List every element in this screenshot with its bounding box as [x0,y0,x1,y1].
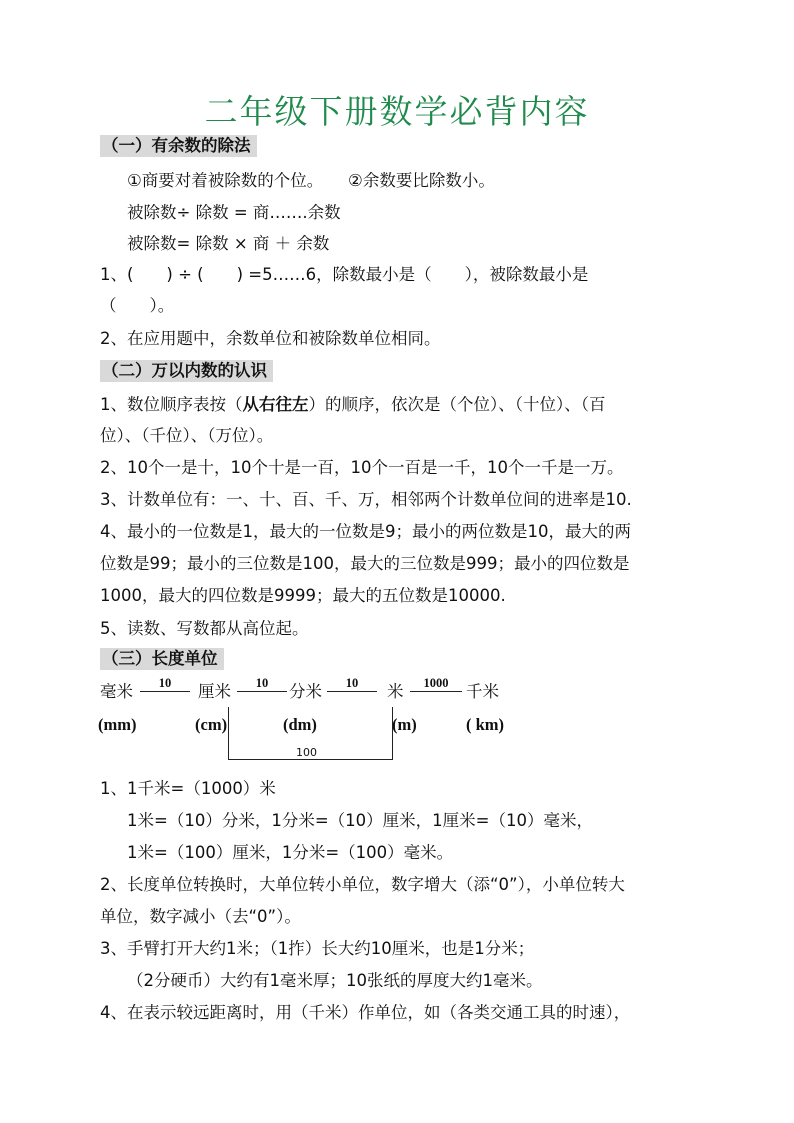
bracket-label: 100 [296,746,317,759]
text-fragment: 1、数位顺序表按（ [100,395,243,414]
unit-abbr-cm: (cm) [195,715,228,734]
text-line: 1米=（10）分米，1分米=（10）厘米，1厘米=（10）毫米， [127,811,593,830]
text-fragment: ）的顺序，依次是（个位）、（十位）、（百 [308,395,606,414]
text-line: 被除数= 除数 × 商 ＋ 余数 [127,234,330,253]
unit-m: 米 [387,682,404,701]
unit-cm: 厘米 [198,682,231,701]
text-line: 2、10个一是十，10个十是一百，10个一百是一千，10个一千是一万。 [100,458,624,477]
text-line: 被除数÷ 除数 = 商…….余数 [127,203,341,222]
ratio-label: 10 [255,676,269,690]
text-line: 位数是99；最小的三位数是100，最大的三位数是999；最小的四位数是 [100,554,630,573]
ratio-label: 10 [158,676,172,690]
text-line: 单位，数字减小（去“0”）。 [100,907,301,926]
ratio-line [140,691,190,692]
ratio-line [327,691,377,692]
unit-mm: 毫米 [100,682,133,701]
section-heading-numbers: （二）万以内数的认识 [100,360,273,382]
ratio-label: 10 [345,676,359,690]
text-line: 4、最小的一位数是1，最大的一位数是9；最小的两位数是10，最大的两 [100,522,631,541]
text-line: （ ）。 [100,296,175,315]
ratio-line [237,691,287,692]
text-line: 1、1千米=（1000）米 [100,779,276,798]
text-line: （2分硬币）大约有1毫米厚；10张纸的厚度大约1毫米。 [127,971,543,990]
bracket-right-arm [392,707,393,759]
text-line: 1、( ) ÷ ( ) =5……6，除数最小是（ ），被除数最小是 [100,265,589,284]
unit-abbr-m: (m) [392,715,417,734]
text-line [100,394,606,416]
unit-dm: 分米 [289,682,322,701]
page-title: 二年级下册数学必背内容 [204,92,590,131]
section-heading-division: （一）有余数的除法 [100,135,257,157]
text-line: 2、长度单位转换时，大单位转小单位，数字增大（添“0”），小单位转大 [100,875,625,894]
text-line: 4、在表示较远距离时，用（千米）作单位，如（各类交通工具的时速）， [100,1003,631,1022]
text-line: 位）、（千位）、（万位）。 [100,426,274,445]
section-heading-length-units: （三）长度单位 [100,648,224,670]
text-line: 1米=（100）厘米，1分米=（100）毫米。 [127,843,454,862]
unit-abbr-dm: (dm) [283,715,317,734]
text-line: ①商要对着被除数的个位。 ②余数要比除数小。 [127,171,495,190]
ratio-label: 1000 [423,676,449,690]
text-line: 3、计数单位有：一、十、百、千、万，相邻两个计数单位间的进率是10. [100,490,632,509]
text-line: 2、在应用题中，余数单位和被除数单位相同。 [100,329,441,348]
text-line: 1000，最大的四位数是9999；最大的五位数是10000. [100,586,506,605]
text-line: 5、读数、写数都从高位起。 [100,619,309,638]
unit-km: 千米 [466,682,499,701]
ratio-line [410,691,462,692]
unit-abbr-mm: (mm) [98,715,137,734]
text-line: 3、手臂打开大约1米；（1拃）长大约10厘米，也是1分米； [100,939,535,958]
bracket-left-arm [228,707,229,759]
emphasis-text: 从右往左 [242,395,309,414]
unit-abbr-km: ( km) [466,715,505,734]
